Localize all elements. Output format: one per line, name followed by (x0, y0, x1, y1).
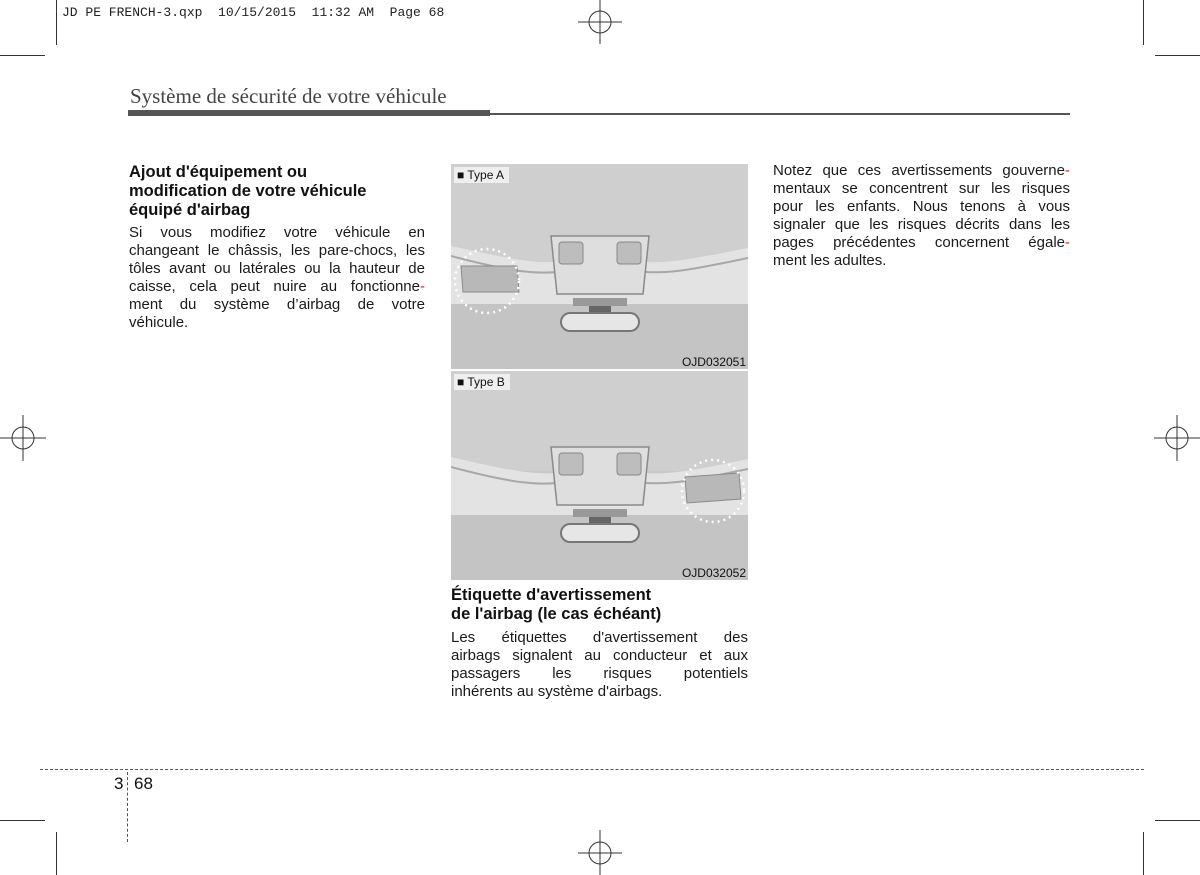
hyphen-mark: - (1065, 162, 1070, 179)
registration-mark-icon (0, 415, 46, 461)
page-number: 68 (134, 774, 153, 793)
text-line: inhérents au système d'airbags. (451, 683, 663, 700)
overhead-console-illustration (451, 164, 748, 369)
text-line (129, 278, 425, 296)
text-line: véhicule. (129, 314, 189, 331)
text-line (773, 162, 1070, 180)
text-line (773, 234, 1070, 252)
overhead-console-illustration (451, 371, 748, 580)
text-line: changeant le châssis, les pare-chocs, les (129, 242, 425, 259)
column-middle (451, 586, 748, 701)
heading-line: de l'airbag (le cas échéant) (451, 605, 662, 623)
column-left (129, 163, 425, 332)
text-segment: pages précédentes concernent égale (773, 234, 1065, 251)
registration-mark-icon (1154, 415, 1200, 461)
crop-mark (0, 55, 45, 56)
paragraph-modification (129, 224, 425, 332)
text-line: pour les enfants. Nous tenons à vous (773, 198, 1070, 215)
figure-code: OJD032051 (681, 355, 746, 369)
text-segment: caisse, cela peut nuire au fonctionne (129, 278, 420, 295)
text-line: mentaux se concentrent sur les risques (773, 180, 1070, 197)
heading-line: Étiquette d'avertissement (451, 586, 652, 604)
text-line: ment les adultes. (773, 252, 887, 269)
text-line: signaler que les risques décrits dans les (773, 216, 1070, 233)
heading-equipment-modification (129, 163, 425, 220)
print-slug: JD PE FRENCH-3.qxp 10/15/2015 11:32 AM Page 68 (62, 5, 445, 20)
text-line: tôles avant ou latérales ou la hauteur de (129, 260, 425, 277)
paragraph-government-warnings (773, 162, 1070, 270)
heading-line: Ajout d'équipement ou (129, 163, 308, 181)
heading-line: modification de votre véhicule (129, 182, 367, 200)
crop-mark (1155, 55, 1200, 56)
text-segment: Notez que ces avertissements gouverne (773, 162, 1065, 179)
figure-code: OJD032052 (681, 566, 746, 580)
text-line: Les étiquettes d'avertissement des (451, 629, 748, 646)
section-title: Système de sécurité de votre véhicule (130, 84, 447, 108)
crop-mark (1155, 820, 1200, 821)
crop-mark (1143, 832, 1144, 875)
text-line: ment du système d’airbag de votre (129, 296, 425, 313)
paragraph-warning-labels (451, 629, 748, 701)
text-line: airbags signalent au conducteur et aux (451, 647, 748, 664)
crop-mark (56, 0, 57, 45)
chapter-number: 3 (114, 774, 124, 793)
header-rule (490, 113, 1070, 115)
column-right (773, 162, 1070, 270)
heading-airbag-warning-label (451, 586, 748, 624)
text-line: Si vous modifiez votre véhicule en (129, 224, 425, 241)
heading-line: équipé d'airbag (129, 201, 251, 219)
hyphen-mark: - (420, 278, 425, 295)
footer-rule (40, 769, 1144, 770)
footer-divider (127, 772, 128, 842)
text-line: passagers les risques potentiels (451, 665, 748, 682)
figure-label: ■ Type A (454, 167, 509, 183)
crop-mark (1143, 0, 1144, 45)
figure-type-b (451, 371, 748, 580)
figure-type-a (451, 164, 748, 369)
figure-label: ■ Type B (454, 374, 510, 390)
crop-mark (0, 820, 45, 821)
crop-mark (56, 832, 57, 875)
registration-mark-icon (576, 0, 624, 44)
header-rule-dark (128, 110, 490, 116)
registration-mark-icon (576, 830, 624, 875)
hyphen-mark: - (1065, 234, 1070, 251)
